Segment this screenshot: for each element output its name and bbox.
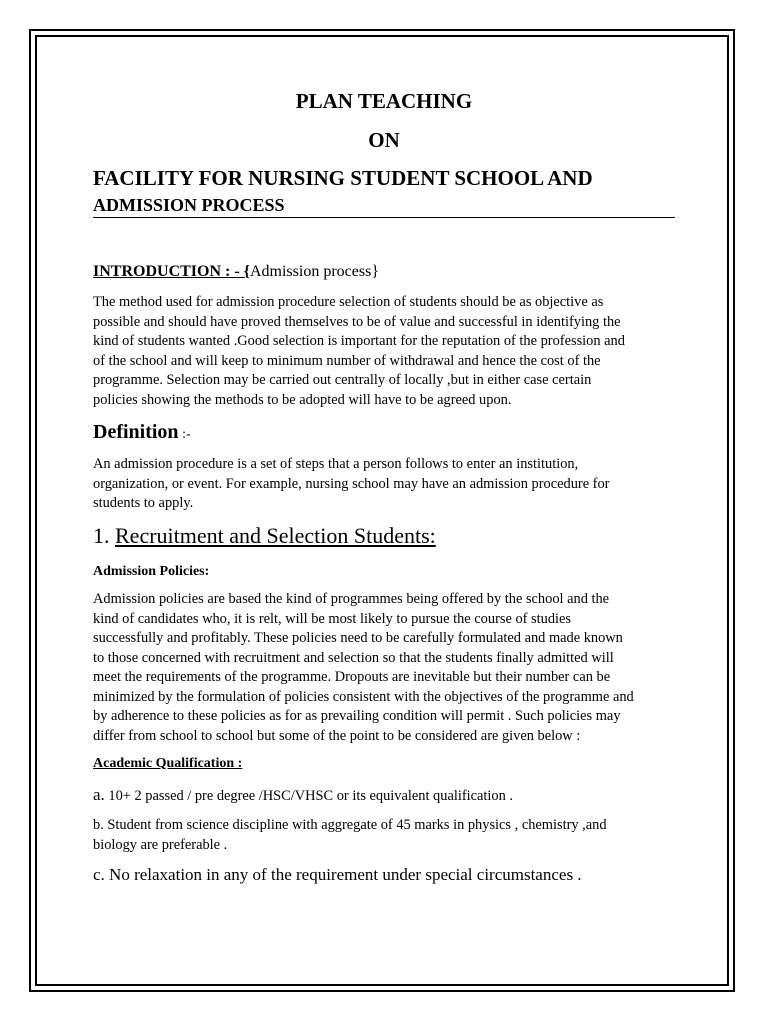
definition-line: students to apply.	[93, 495, 194, 511]
section-1-heading	[93, 523, 436, 549]
introduction-paragraph	[93, 293, 681, 410]
definition-heading	[93, 420, 191, 447]
definition-paragraph	[93, 455, 681, 514]
introduction-line: kind of students wanted .Good selection is important for the reputation of the profession and	[93, 333, 625, 349]
definition-heading-suffix: :-	[178, 427, 191, 442]
qualification-item-a	[93, 785, 513, 806]
section-1-title: Recruitment and Selection Students:	[115, 523, 436, 548]
qualification-item-b	[93, 816, 681, 855]
introduction-line: possible and should have proved themselves to be of value and successful in identifying the	[93, 313, 621, 330]
admission-policies-paragraph	[93, 590, 681, 746]
definition-line: An admission procedure is a set of steps that a person follows to enter an institution,	[93, 456, 579, 472]
section-1-number: 1.	[93, 523, 115, 548]
admission-policies-heading: Admission Policies:	[93, 564, 210, 579]
introduction-line: The method used for admission procedure selection of students should be as objective as	[93, 294, 604, 310]
definition-line: organization, or event. For example, nursing school may have an admission procedure for	[93, 475, 610, 492]
policies-line: successfully and profitably. These policies need to be carefully formulated and made known	[93, 630, 623, 646]
title-line-2: ON	[368, 128, 400, 152]
introduction-heading	[93, 262, 379, 282]
introduction-label-suffix: Admission process}	[249, 263, 379, 280]
policies-line: by adherence to these policies as for as prevailing condition will permit . Such policies may	[93, 708, 621, 724]
policies-line: minimized by the formulation of policies consistent with the objectives of the programme and	[93, 688, 634, 705]
item-b-line: biology are preferable .	[93, 836, 228, 853]
title-line-1: PLAN TEACHING	[295, 89, 473, 113]
item-a-marker: a.	[93, 785, 105, 804]
introduction-line: programme. Selection may be carried out centrally of locally ,but in either case certain	[93, 372, 592, 388]
item-a-text: 10+ 2 passed / pre degree /HSC/VHSC or its equivalent qualification .	[104, 788, 513, 804]
academic-qualification-heading: Academic Qualification :	[93, 756, 243, 771]
introduction-line: policies showing the methods to be adopted will have to be agreed upon.	[93, 391, 512, 408]
policies-line: differ from school to school but some of the point to be considered are given below :	[93, 727, 581, 744]
qualification-item-c: c. No relaxation in any of the requirement under special circumstances .	[93, 865, 582, 884]
policies-line: to those concerned with recruitment and selection so that the students finally admitted will	[93, 649, 614, 666]
policies-line: Admission policies are based the kind of programmes being offered by the school and the	[93, 591, 610, 607]
title-underline	[93, 217, 675, 218]
introduction-line: of the school and will keep to minimum number of withdrawal and hence the cost of the	[93, 352, 601, 369]
introduction-label: INTRODUCTION : - {	[93, 263, 250, 280]
title-line-4: ADMISSION PROCESS	[93, 195, 285, 215]
item-b-line: b. Student from science discipline with aggregate of 45 marks in physics , chemistry ,and	[93, 817, 607, 833]
definition-heading-text: Definition	[93, 421, 179, 443]
policies-line: meet the requirements of the programme. Dropouts are inevitable but their number can be	[93, 669, 611, 685]
policies-line: kind of candidates who, it is relt, will be most likely to pursue the course of studies	[93, 610, 572, 627]
title-line-3: FACILITY FOR NURSING STUDENT SCHOOL AND	[93, 166, 593, 190]
